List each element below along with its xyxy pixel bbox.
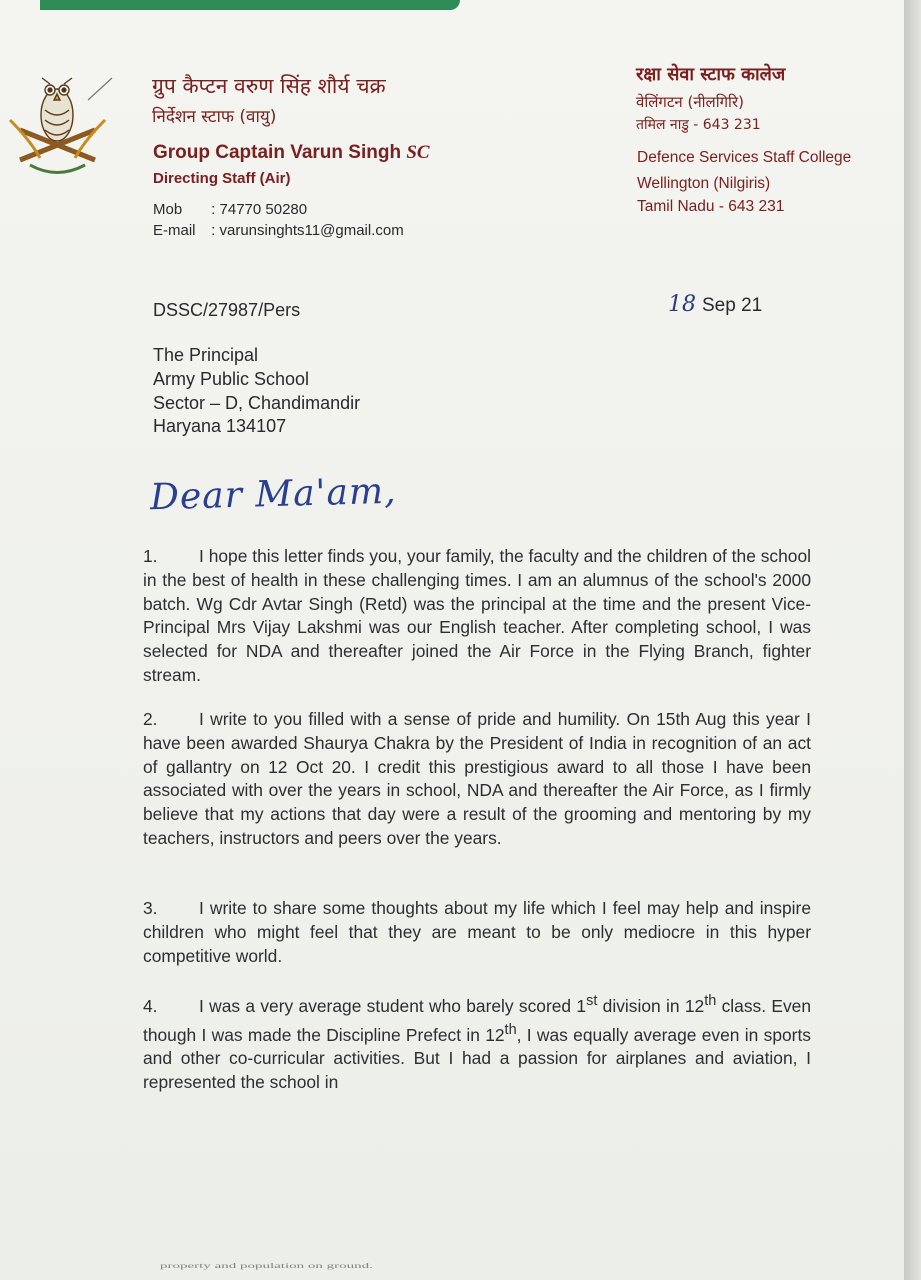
paragraph-text-a: I was a very average student who barely scored 1 <box>199 995 587 1016</box>
letter-date <box>668 292 762 317</box>
paragraph-3 <box>143 897 811 968</box>
handwritten-greeting: Dear Ma'am, <box>149 470 398 519</box>
award-suffix: SC <box>406 142 430 163</box>
paragraph-text: I hope this letter finds you, your family, the faculty and the children of the school in the best of health in these challenging times. I am an alumnus of the school's 2000 batch. Wg Cdr Avtar Singh (Retd) was the principal at the time and the present Vice-Principal Mrs Vijay Lakshmi was our English teacher. After completing school, I was selected for NDA and thereafter joined the Air Force in the Flying Branch, fighter stream. <box>143 546 811 685</box>
paragraph-number: 3. <box>143 898 158 918</box>
officer-name-text: Group Captain Varun Singh <box>153 142 402 163</box>
month-year: Sep 21 <box>702 295 763 316</box>
college-name: Defence Services Staff College <box>637 149 852 166</box>
paragraph-number: 4. <box>143 995 158 1016</box>
paragraph-text-d: , I was equally average even in sports and other co-curricular activities. But I had a passion for airplanes and aviation, I represented the school in <box>143 1024 811 1092</box>
hindi-college-place: वेलिंगटन (नीलगिरि) <box>636 93 744 111</box>
paragraph-2 <box>143 708 811 851</box>
paragraph-number: 2. <box>143 709 158 729</box>
owl-crest-icon <box>0 60 115 190</box>
designation: Directing Staff (Air) <box>153 170 291 187</box>
superscript-st: st <box>586 993 598 1009</box>
mobile-label: Mob <box>153 201 183 218</box>
hindi-college-name: रक्षा सेवा स्टाफ कालेज <box>636 64 786 85</box>
paragraph-1 <box>143 545 811 688</box>
address-line-3: Sector – D, Chandimandir <box>153 393 361 413</box>
paragraph-4 <box>143 990 811 1095</box>
address-line-2: Army Public School <box>153 369 310 389</box>
paragraph-text-b: division in 12 <box>597 995 705 1016</box>
superscript-th-1: th <box>704 993 717 1009</box>
page-edge-shadow <box>904 0 921 1280</box>
mobile-number: : 74770 50280 <box>211 201 308 218</box>
email-label: E-mail <box>153 222 196 239</box>
college-place: Wellington (Nilgiris) <box>637 175 771 192</box>
hindi-college-state: तमिल नाडु - 643 231 <box>636 117 761 133</box>
college-state: Tamil Nadu - 643 231 <box>637 198 785 215</box>
reference-number: DSSC/27987/Pers <box>153 300 301 320</box>
paragraph-number: 1. <box>143 546 158 566</box>
green-header-strip <box>40 0 460 10</box>
officer-name <box>153 142 430 164</box>
paragraph-text: I write to you filled with a sense of pride and humility. On 15th Aug this year I have been awarded Shaurya Chakra by the President of India in recognition of an act of gallantry on 12 Oct 20. I credit this prestigious award to all those I have been associated with over the years in school, NDA and thereafter the Air Force, as I firmly believe that my actions that day were a result of the grooming and mentoring by my teachers, instructors and peers over the years. <box>143 709 811 848</box>
handwritten-day: 18 <box>668 292 696 317</box>
paragraph-text-c: class. Even though I was made the Discipline Prefect in 12 <box>143 995 811 1045</box>
address-line-4: Haryana 134107 <box>153 416 287 436</box>
paragraph-text: I write to share some thoughts about my life which I feel may help and inspire children who might feel that they are meant to be only mediocre in this hyper competitive world. <box>143 898 811 966</box>
email-address: : varunsinghts11@gmail.com <box>211 222 404 239</box>
address-line-1: The Principal <box>153 345 259 365</box>
hindi-designation: निर्देशन स्टाफ (वायु) <box>152 107 277 127</box>
next-page-bleed-text: property and population on ground. <box>160 1262 373 1270</box>
hindi-officer-name: ग्रुप कैप्टन वरुण सिंह शौर्य चक्र <box>152 74 386 98</box>
email-line <box>153 222 404 239</box>
superscript-th-2: th <box>504 1021 517 1038</box>
mobile-line <box>153 201 307 218</box>
